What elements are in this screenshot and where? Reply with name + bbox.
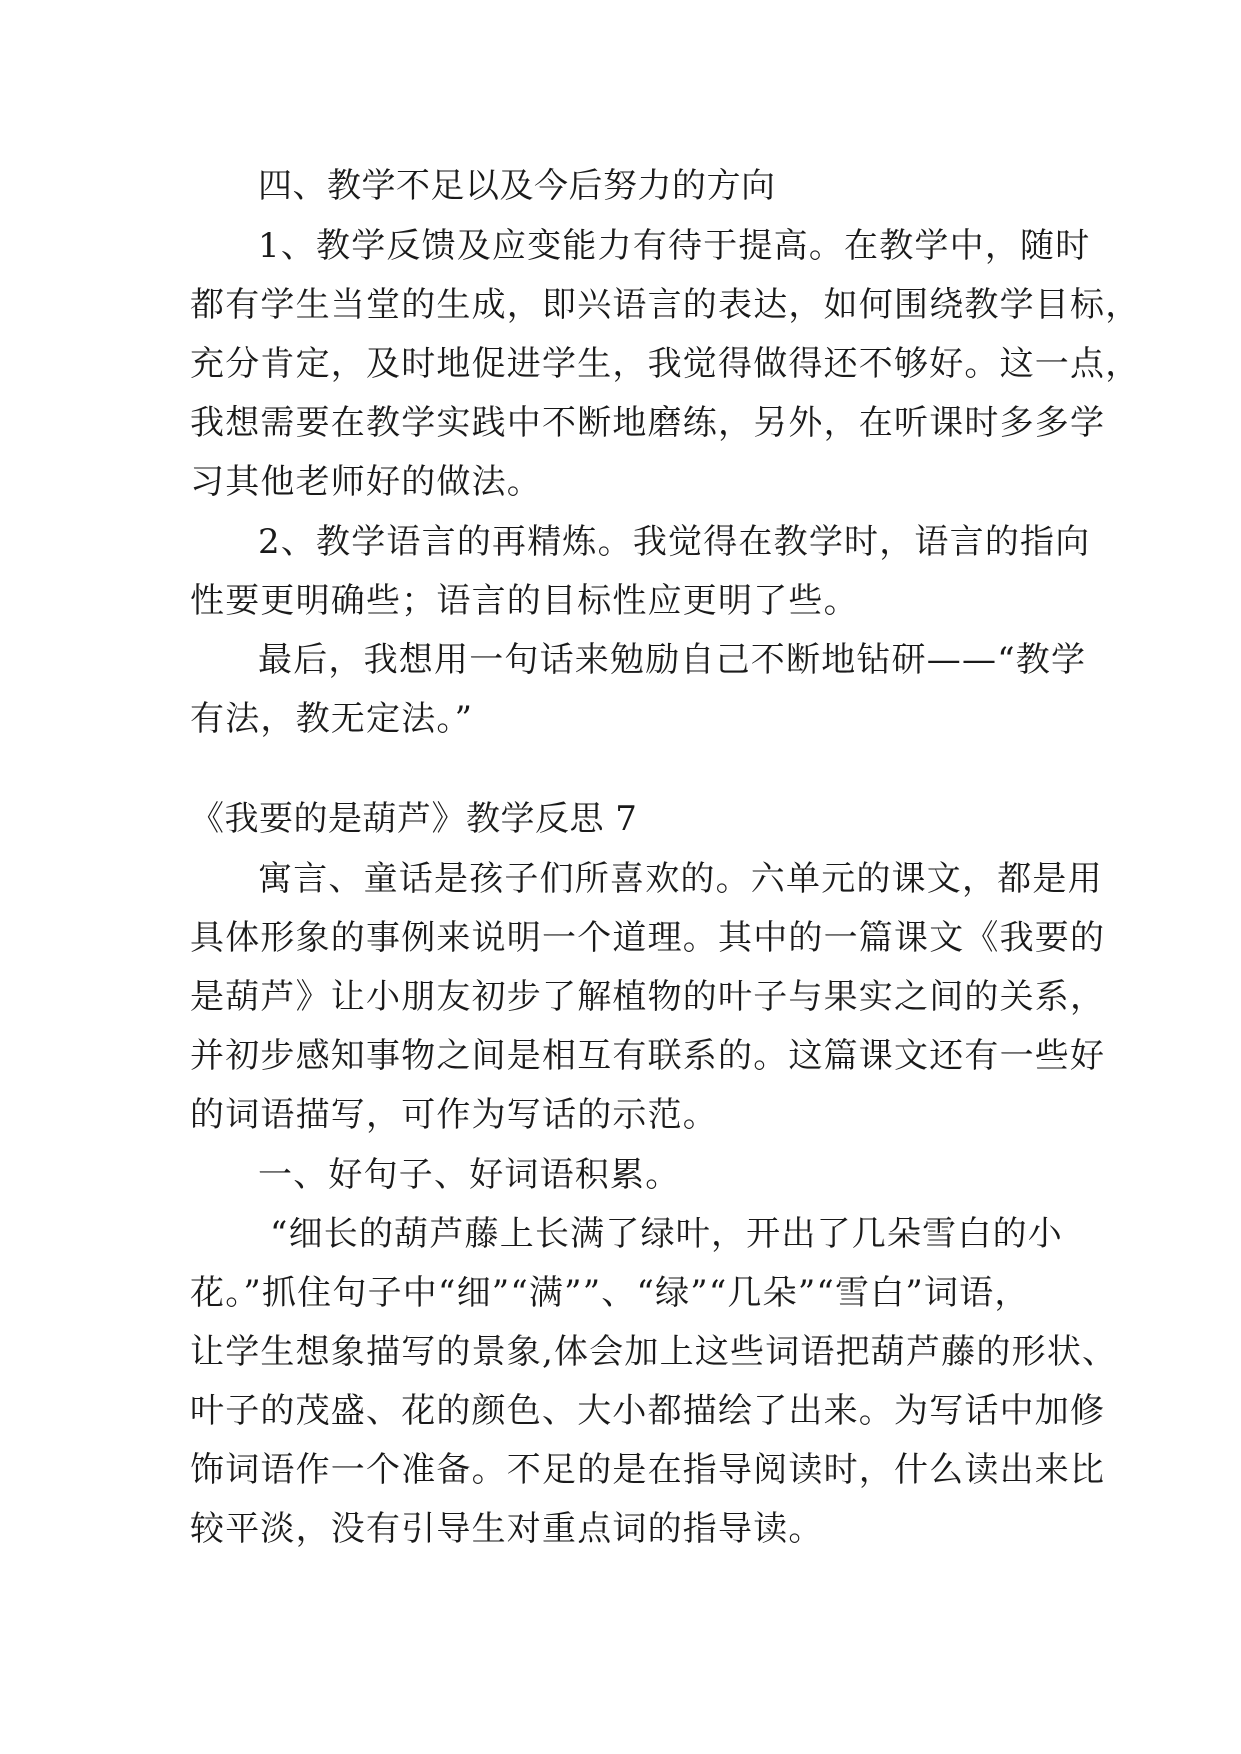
paragraph-line: 性要更明确些；语言的目标性应更明了些。 xyxy=(190,581,859,621)
paragraph-line: 是葫芦》让小朋友初步了解植物的叶子与果实之间的关系， xyxy=(190,977,1106,1017)
paragraph-line: 寓言、童话是孩子们所喜欢的。六单元的课文，都是用 xyxy=(258,859,1103,899)
paragraph-line: 我想需要在教学实践中不断地磨练，另外，在听课时多多学 xyxy=(190,403,1106,443)
paragraph-line: 叶子的茂盛、花的颜色、大小都描绘了出来。为写话中加修 xyxy=(190,1391,1106,1431)
paragraph-line: 饰词语作一个准备。不足的是在指导阅读时，什么读出来比 xyxy=(190,1450,1106,1490)
paragraph-line: 让学生想象描写的景象,体会加上这些词语把葫芦藤的形状、 xyxy=(190,1332,1118,1372)
section-heading: 四、教学不足以及今后努力的方向 xyxy=(258,166,776,206)
subheading: 一、好句子、好词语积累。 xyxy=(258,1155,681,1195)
paragraph-line: 最后，我想用一句话来勉励自己不断地钻研——“教学 xyxy=(258,640,1087,680)
paragraph-line: 并初步感知事物之间是相互有联系的。这篇课文还有一些好 xyxy=(190,1036,1106,1076)
paragraph-line: 有法，教无定法。” xyxy=(190,699,474,739)
paragraph-line: 2、教学语言的再精炼。我觉得在教学时，语言的指向 xyxy=(258,522,1091,562)
paragraph-line: 充分肯定，及时地促进学生，我觉得做得还不够好。这一点， xyxy=(190,344,1141,384)
paragraph-line: 都有学生当堂的生成，即兴语言的表达，如何围绕教学目标， xyxy=(190,285,1141,325)
paragraph-line: 的词语描写，可作为写话的示范。 xyxy=(190,1095,718,1135)
paragraph-line: 花。”抓住句子中“细”“满””、“绿”“几朵”“雪白”词语， xyxy=(190,1273,1030,1313)
article-title: 《我要的是葫芦》教学反思 7 xyxy=(190,799,638,839)
paragraph-line: 习其他老师好的做法。 xyxy=(190,462,542,502)
paragraph-line: 1、教学反馈及应变能力有待于提高。在教学中，随时 xyxy=(258,226,1091,266)
paragraph-line: “细长的葫芦藤上长满了绿叶，开出了几朵雪白的小 xyxy=(270,1214,1063,1254)
paragraph-line: 较平淡，没有引导生对重点词的指导读。 xyxy=(190,1509,824,1549)
paragraph-line: 具体形象的事例来说明一个道理。其中的一篇课文《我要的 xyxy=(190,918,1106,958)
